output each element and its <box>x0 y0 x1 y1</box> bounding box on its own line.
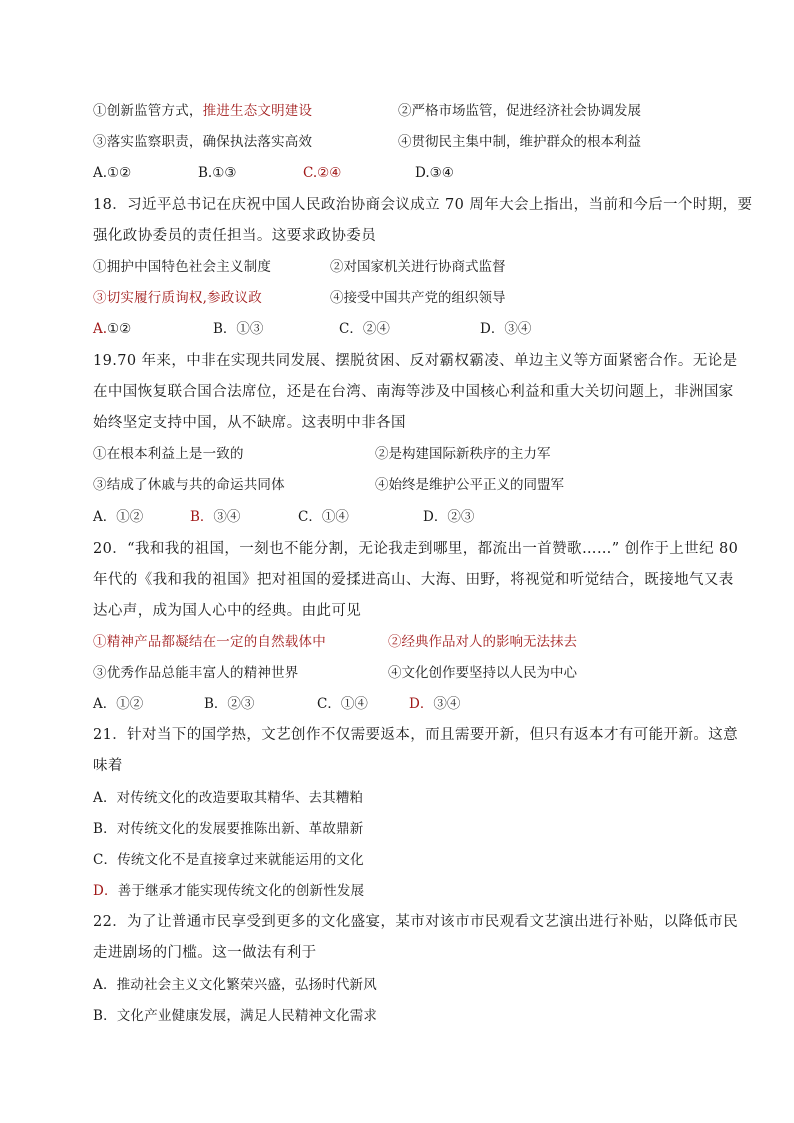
q20-choice-d-letter: D． <box>409 696 434 712</box>
q18-choice-c: C．②④ <box>339 321 390 337</box>
q22-stem-line-1: 22．为了让普通市民享受到更多的文化盛宴，某市对该市市民观看文艺演出进行补贴，以降低市民 <box>93 914 739 930</box>
q20-choice-c: C．①④ <box>317 696 368 712</box>
q19-stem-line-1: 19.70 年来，中非在实现共同发展、摆脱贫困、反对霸权霸凌、单边主义等方面紧密合作。无论是 <box>93 353 738 369</box>
q19-choice-b: B．③④ <box>190 509 241 525</box>
q19-stem-line-2: 在中国恢复联合国合法席位，还是在台湾、南海等涉及中国核心利益和重大关切问题上，非洲国家 <box>93 384 734 400</box>
q20-choice-d: D．③④ <box>409 696 461 712</box>
q21-choice-a: A．对传统文化的改造要取其精华、去其糟粕 <box>93 790 364 806</box>
q19-stem-line-3: 始终坚定支持中国，从不缺席。这表明中非各国 <box>93 415 406 431</box>
q18-option-1: ①拥护中国特色社会主义制度 <box>93 259 272 275</box>
q17-option-2: ②严格市场监管，促进经济社会协调发展 <box>398 103 641 119</box>
q20-stem-line-1: 20．“我和我的祖国，一刻也不能分割，无论我走到哪里，都流出一首赞歌……” 创作于上世纪 80 <box>93 541 739 557</box>
q17-option-4: ④贯彻民主集中制，维护群众的根本利益 <box>398 134 641 150</box>
q21-stem-line-1: 21．针对当下的国学热，文艺创作不仅需要返本，而且需要开新，但只有返本才有可能开新。这意 <box>93 727 739 743</box>
q21-choice-b: B．对传统文化的发展要推陈出新、革故鼎新 <box>93 821 364 837</box>
q17-choice-a: A.①② <box>93 165 132 181</box>
q18-option-2: ②对国家机关进行协商式监督 <box>330 259 506 275</box>
q21-choice-d: D．善于继承才能实现传统文化的创新性发展 <box>93 883 365 899</box>
q18-choice-a: A.①② <box>93 321 132 337</box>
q20-option-2: ②经典作品对人的影响无法抹去 <box>388 634 577 650</box>
q20-option-1: ①精神产品都凝结在一定的自然载体中 <box>93 634 326 650</box>
q19-option-2: ②是构建国际新秩序的主力军 <box>375 446 551 462</box>
q21-stem-line-2: 味着 <box>93 758 123 774</box>
q18-option-4: ④接受中国共产党的组织领导 <box>330 290 506 306</box>
q19-option-4: ④始终是维护公平正义的同盟军 <box>375 477 564 493</box>
q17-option-3: ③落实监察职责，确保执法落实高效 <box>93 134 313 150</box>
q22-choice-b: B．文化产业健康发展，满足人民精神文化需求 <box>93 1008 378 1024</box>
q21-choice-d-letter: D． <box>93 883 118 899</box>
q18-choice-d: D．③④ <box>480 321 532 337</box>
q18-choice-b: B．①③ <box>213 321 264 337</box>
q20-option-3: ③优秀作品总能丰富人的精神世界 <box>93 665 299 681</box>
q20-stem-line-2: 年代的《我和我的祖国》把对祖国的爱揉进高山、大海、田野，将视觉和听觉结合，既接地气又表 <box>93 572 734 588</box>
q19-choice-a: A．①② <box>93 509 144 525</box>
q19-option-3: ③结成了休戚与共的命运共同体 <box>93 477 285 493</box>
q17-choice-b: B.①③ <box>198 165 237 181</box>
q20-stem-line-3: 达心声，成为国人心中的经典。由此可见 <box>93 603 362 619</box>
q22-choice-a: A．推动社会主义文化繁荣兴盛，弘扬时代新风 <box>93 977 377 993</box>
q17-choice-d: D.③④ <box>415 165 454 181</box>
q20-option-4: ④文化创作要坚持以人民为中心 <box>388 665 577 681</box>
q19-choice-c: C．①④ <box>298 509 349 525</box>
q17-option-1: ①创新监管方式，推进生态文明建设 <box>93 103 313 119</box>
q18-stem-line-2: 强化政协委员的责任担当。这要求政协委员 <box>93 228 377 244</box>
q22-stem-line-2: 走进剧场的门槛。这一做法有利于 <box>93 945 317 961</box>
q18-stem-line-1: 18．习近平总书记在庆祝中国人民政治协商会议成立 70 周年大会上指出，当前和今后一个时期，要 <box>93 197 753 213</box>
q21-choice-c: C．传统文化不是直接拿过来就能运用的文化 <box>93 852 364 868</box>
q18-choice-a-letter: A. <box>93 321 108 337</box>
q19-choice-d: D．②③ <box>423 509 475 525</box>
q19-choice-b-letter: B． <box>190 509 214 525</box>
q17-choice-c: C.②④ <box>303 165 342 181</box>
q18-option-3: ③切实履行质询权,参政议政 <box>93 290 262 306</box>
q17-option-1-highlight: 推进生态文明建设 <box>202 103 313 119</box>
q19-option-1: ①在根本利益上是一致的 <box>93 446 244 462</box>
q20-choice-b: B．②③ <box>204 696 255 712</box>
q20-choice-a: A．①② <box>93 696 144 712</box>
